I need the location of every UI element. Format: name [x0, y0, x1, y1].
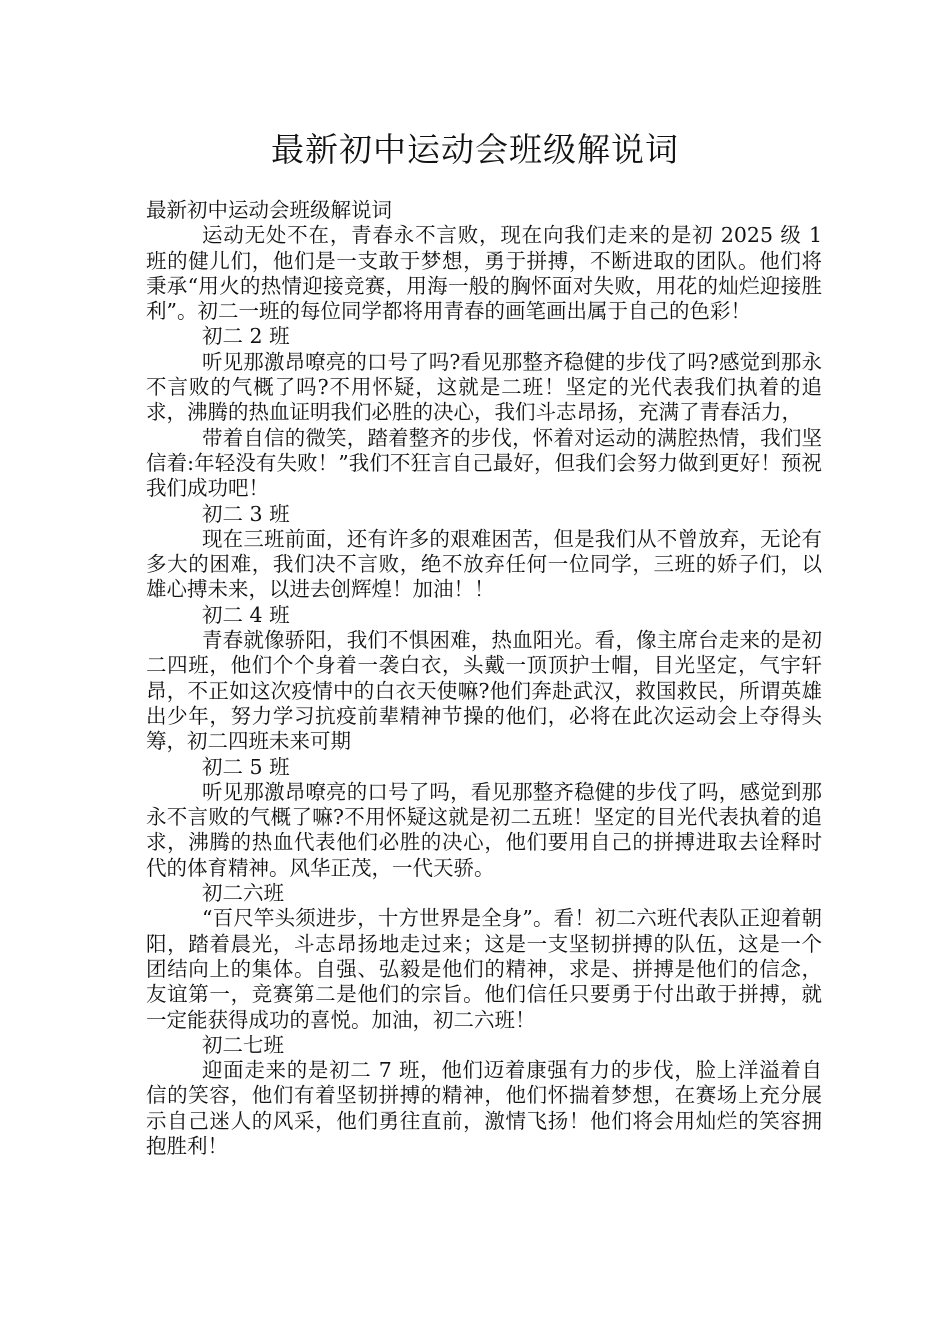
document-title: 最新初中运动会班级解说词: [271, 130, 679, 169]
heading-class-2: 初二 2 班: [202, 324, 290, 349]
paragraph-class-3: 现在三班前面，还有许多的艰难困苦，但是我们从不曾放弃，无论有多大的困难，我们决不言败，绝不放弃任何一位同学，三班的娇子们，以雄心搏未来，以进去创辉煌！加油！！: [146, 526, 822, 602]
paragraph-class-5: 听见那激昂嘹亮的口号了吗，看见那整齐稳健的步伐了吗，感觉到那永不言败的气概了嘛?不用怀疑这就是初二五班！坚定的目光代表执着的追求，沸腾的热血代表他们必胜的决心，他们要用自己的拼搏进取去诠释时代的体育精神。风华正茂，一代天骄。: [146, 779, 822, 880]
heading-class-6: 初二六班: [202, 881, 284, 906]
document-subtitle: 最新初中运动会班级解说词: [146, 198, 392, 222]
paragraph-class-4: 青春就像骄阳，我们不惧困难，热血阳光。看，像主席台走来的是初二四班，他们个个身着一袭白衣，头戴一顶顶护士帽，目光坚定，气宇轩昂，不正如这次疫情中的白衣天使嘛?他们奔赴武汉，救国救民，所谓英雄出少年，努力学习抗疫前辈精神节操的他们，必将在此次运动会上夺得头筹，初二四班未来可期: [146, 628, 822, 754]
heading-class-3: 初二 3 班: [202, 501, 290, 526]
heading-class-5: 初二 5 班: [202, 754, 290, 779]
paragraph-class-2-a: 听见那激昂嘹亮的口号了吗?看见那整齐稳健的步伐了吗?感觉到那永不言败的气概了吗?不用怀疑，这就是二班！坚定的光代表我们执着的追求，沸腾的热血证明我们必胜的决心，我们斗志昂扬，充满了青春活力，: [146, 349, 822, 425]
paragraph-class-2-b: 带着自信的微笑，踏着整齐的步伐，怀着对运动的满腔热情，我们坚信着:年轻没有失败！”我们不狂言自己最好，但我们会努力做到更好！预祝我们成功吧！: [146, 425, 822, 501]
heading-class-7: 初二七班: [202, 1032, 284, 1057]
paragraph-class-7: 迎面走来的是初二 7 班，他们迈着康强有力的步伐，脸上洋溢着自信的笑容，他们有着坚韧拼搏的精神，他们怀揣着梦想，在赛场上充分展示自己迷人的风采，他们勇往直前，激情飞扬！他们将会用灿烂的笑容拥抱胜利！: [146, 1058, 822, 1158]
document-body: [146, 198, 822, 1159]
heading-class-4: 初二 4 班: [202, 602, 290, 627]
paragraph-class-6: “百尺竿头须进步，十方世界是全身”。看！初二六班代表队正迎着朝阳，踏着晨光，斗志昂扬地走过来；这是一支坚韧拼搏的队伍，这是一个团结向上的集体。自强、弘毅是他们的精神，求是、拼搏是他们的信念，友谊第一，竞赛第二是他们的宗旨。他们信任只要勇于付出敢于拼搏，就一定能获得成功的喜悦。加油，初二六班！: [146, 906, 822, 1032]
paragraph-class-1: 运动无处不在，青春永不言败，现在向我们走来的是初 2025 级 1 班的健儿们，他们是一支敢于梦想，勇于拼搏，不断进取的团队。他们将秉承“用火的热情迎接竞赛，用海一般的胸怀面对失败，用花的灿烂迎接胜利”。初二一班的每位同学都将用青春的画笔画出属于自己的色彩！: [146, 223, 822, 324]
